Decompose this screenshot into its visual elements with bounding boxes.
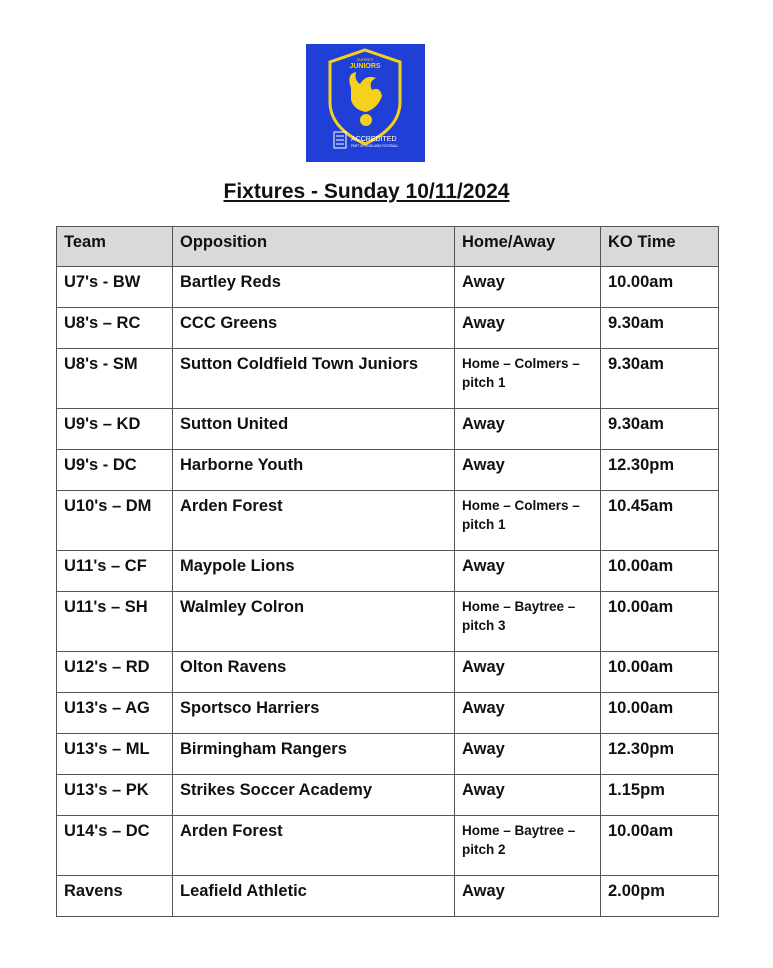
venue-cell: Home – Baytree – pitch 2 [455, 816, 601, 876]
table-row [57, 551, 719, 592]
opposition-cell: Bartley Reds [173, 267, 455, 308]
venue-cell: Away [455, 652, 601, 693]
table-row [57, 450, 719, 491]
ko-time-cell: 10.45am [601, 491, 719, 551]
team-cell: U7's - BW [57, 267, 173, 308]
venue-cell: Away [455, 693, 601, 734]
table-row [57, 652, 719, 693]
logo-sub-text: PART OF ENGLAND FOOTBALL [351, 144, 399, 148]
table-header-row [57, 227, 719, 267]
team-cell: U11's – CF [57, 551, 173, 592]
opposition-cell: Olton Ravens [173, 652, 455, 693]
ko-time-cell: 12.30pm [601, 734, 719, 775]
opposition-cell: Strikes Soccer Academy [173, 775, 455, 816]
table-row [57, 876, 719, 917]
venue-cell: Away [455, 876, 601, 917]
opposition-cell: Arden Forest [173, 491, 455, 551]
logo-top-text: SURREY [356, 57, 374, 62]
header-home-away: Home/Away [455, 227, 601, 267]
ko-time-cell: 9.30am [601, 308, 719, 349]
team-cell: U14's – DC [57, 816, 173, 876]
logo-badge-text: ACCREDITED [351, 136, 397, 143]
venue-cell: Home – Colmers – pitch 1 [455, 349, 601, 409]
opposition-cell: Sutton Coldfield Town Juniors [173, 349, 455, 409]
ko-time-cell: 2.00pm [601, 876, 719, 917]
ko-time-cell: 9.30am [601, 409, 719, 450]
venue-cell: Home – Baytree – pitch 3 [455, 592, 601, 652]
fixtures-table [56, 226, 719, 917]
header-team: Team [57, 227, 173, 267]
ko-time-cell: 12.30pm [601, 450, 719, 491]
venue-cell: Away [455, 308, 601, 349]
header-ko-time: KO Time [601, 227, 719, 267]
table-row [57, 693, 719, 734]
ko-time-cell: 10.00am [601, 693, 719, 734]
table-row [57, 592, 719, 652]
table-row [57, 491, 719, 551]
team-cell: U9's - DC [57, 450, 173, 491]
venue-cell: Home – Colmers – pitch 1 [455, 491, 601, 551]
venue-cell: Away [455, 551, 601, 592]
table-row [57, 775, 719, 816]
venue-cell: Away [455, 267, 601, 308]
page-title: Fixtures - Sunday 10/11/2024 [223, 180, 510, 203]
table-row [57, 409, 719, 450]
opposition-cell: Maypole Lions [173, 551, 455, 592]
ko-time-cell: 10.00am [601, 267, 719, 308]
opposition-cell: Birmingham Rangers [173, 734, 455, 775]
ko-time-cell: 10.00am [601, 816, 719, 876]
ko-time-cell: 9.30am [601, 349, 719, 409]
ko-time-cell: 10.00am [601, 652, 719, 693]
team-cell: Ravens [57, 876, 173, 917]
ko-time-cell: 10.00am [601, 592, 719, 652]
venue-cell: Away [455, 450, 601, 491]
header-opposition: Opposition [173, 227, 455, 267]
team-cell: U12's – RD [57, 652, 173, 693]
venue-cell: Away [455, 734, 601, 775]
opposition-cell: CCC Greens [173, 308, 455, 349]
table-row [57, 267, 719, 308]
table-row [57, 816, 719, 876]
opposition-cell: Sportsco Harriers [173, 693, 455, 734]
team-cell: U13's – ML [57, 734, 173, 775]
table-row [57, 734, 719, 775]
opposition-cell: Harborne Youth [173, 450, 455, 491]
team-cell: U11's – SH [57, 592, 173, 652]
opposition-cell: Walmley Colron [173, 592, 455, 652]
team-cell: U13's – AG [57, 693, 173, 734]
opposition-cell: Sutton United [173, 409, 455, 450]
ko-time-cell: 10.00am [601, 551, 719, 592]
logo-name: JUNIORS [349, 63, 381, 70]
table-row [57, 349, 719, 409]
team-cell: U8's – RC [57, 308, 173, 349]
club-logo [306, 44, 425, 162]
team-cell: U13's – PK [57, 775, 173, 816]
team-cell: U10's – DM [57, 491, 173, 551]
table-row [57, 308, 719, 349]
opposition-cell: Leafield Athletic [173, 876, 455, 917]
opposition-cell: Arden Forest [173, 816, 455, 876]
team-cell: U9's – KD [57, 409, 173, 450]
venue-cell: Away [455, 409, 601, 450]
ko-time-cell: 1.15pm [601, 775, 719, 816]
venue-cell: Away [455, 775, 601, 816]
team-cell: U8's - SM [57, 349, 173, 409]
